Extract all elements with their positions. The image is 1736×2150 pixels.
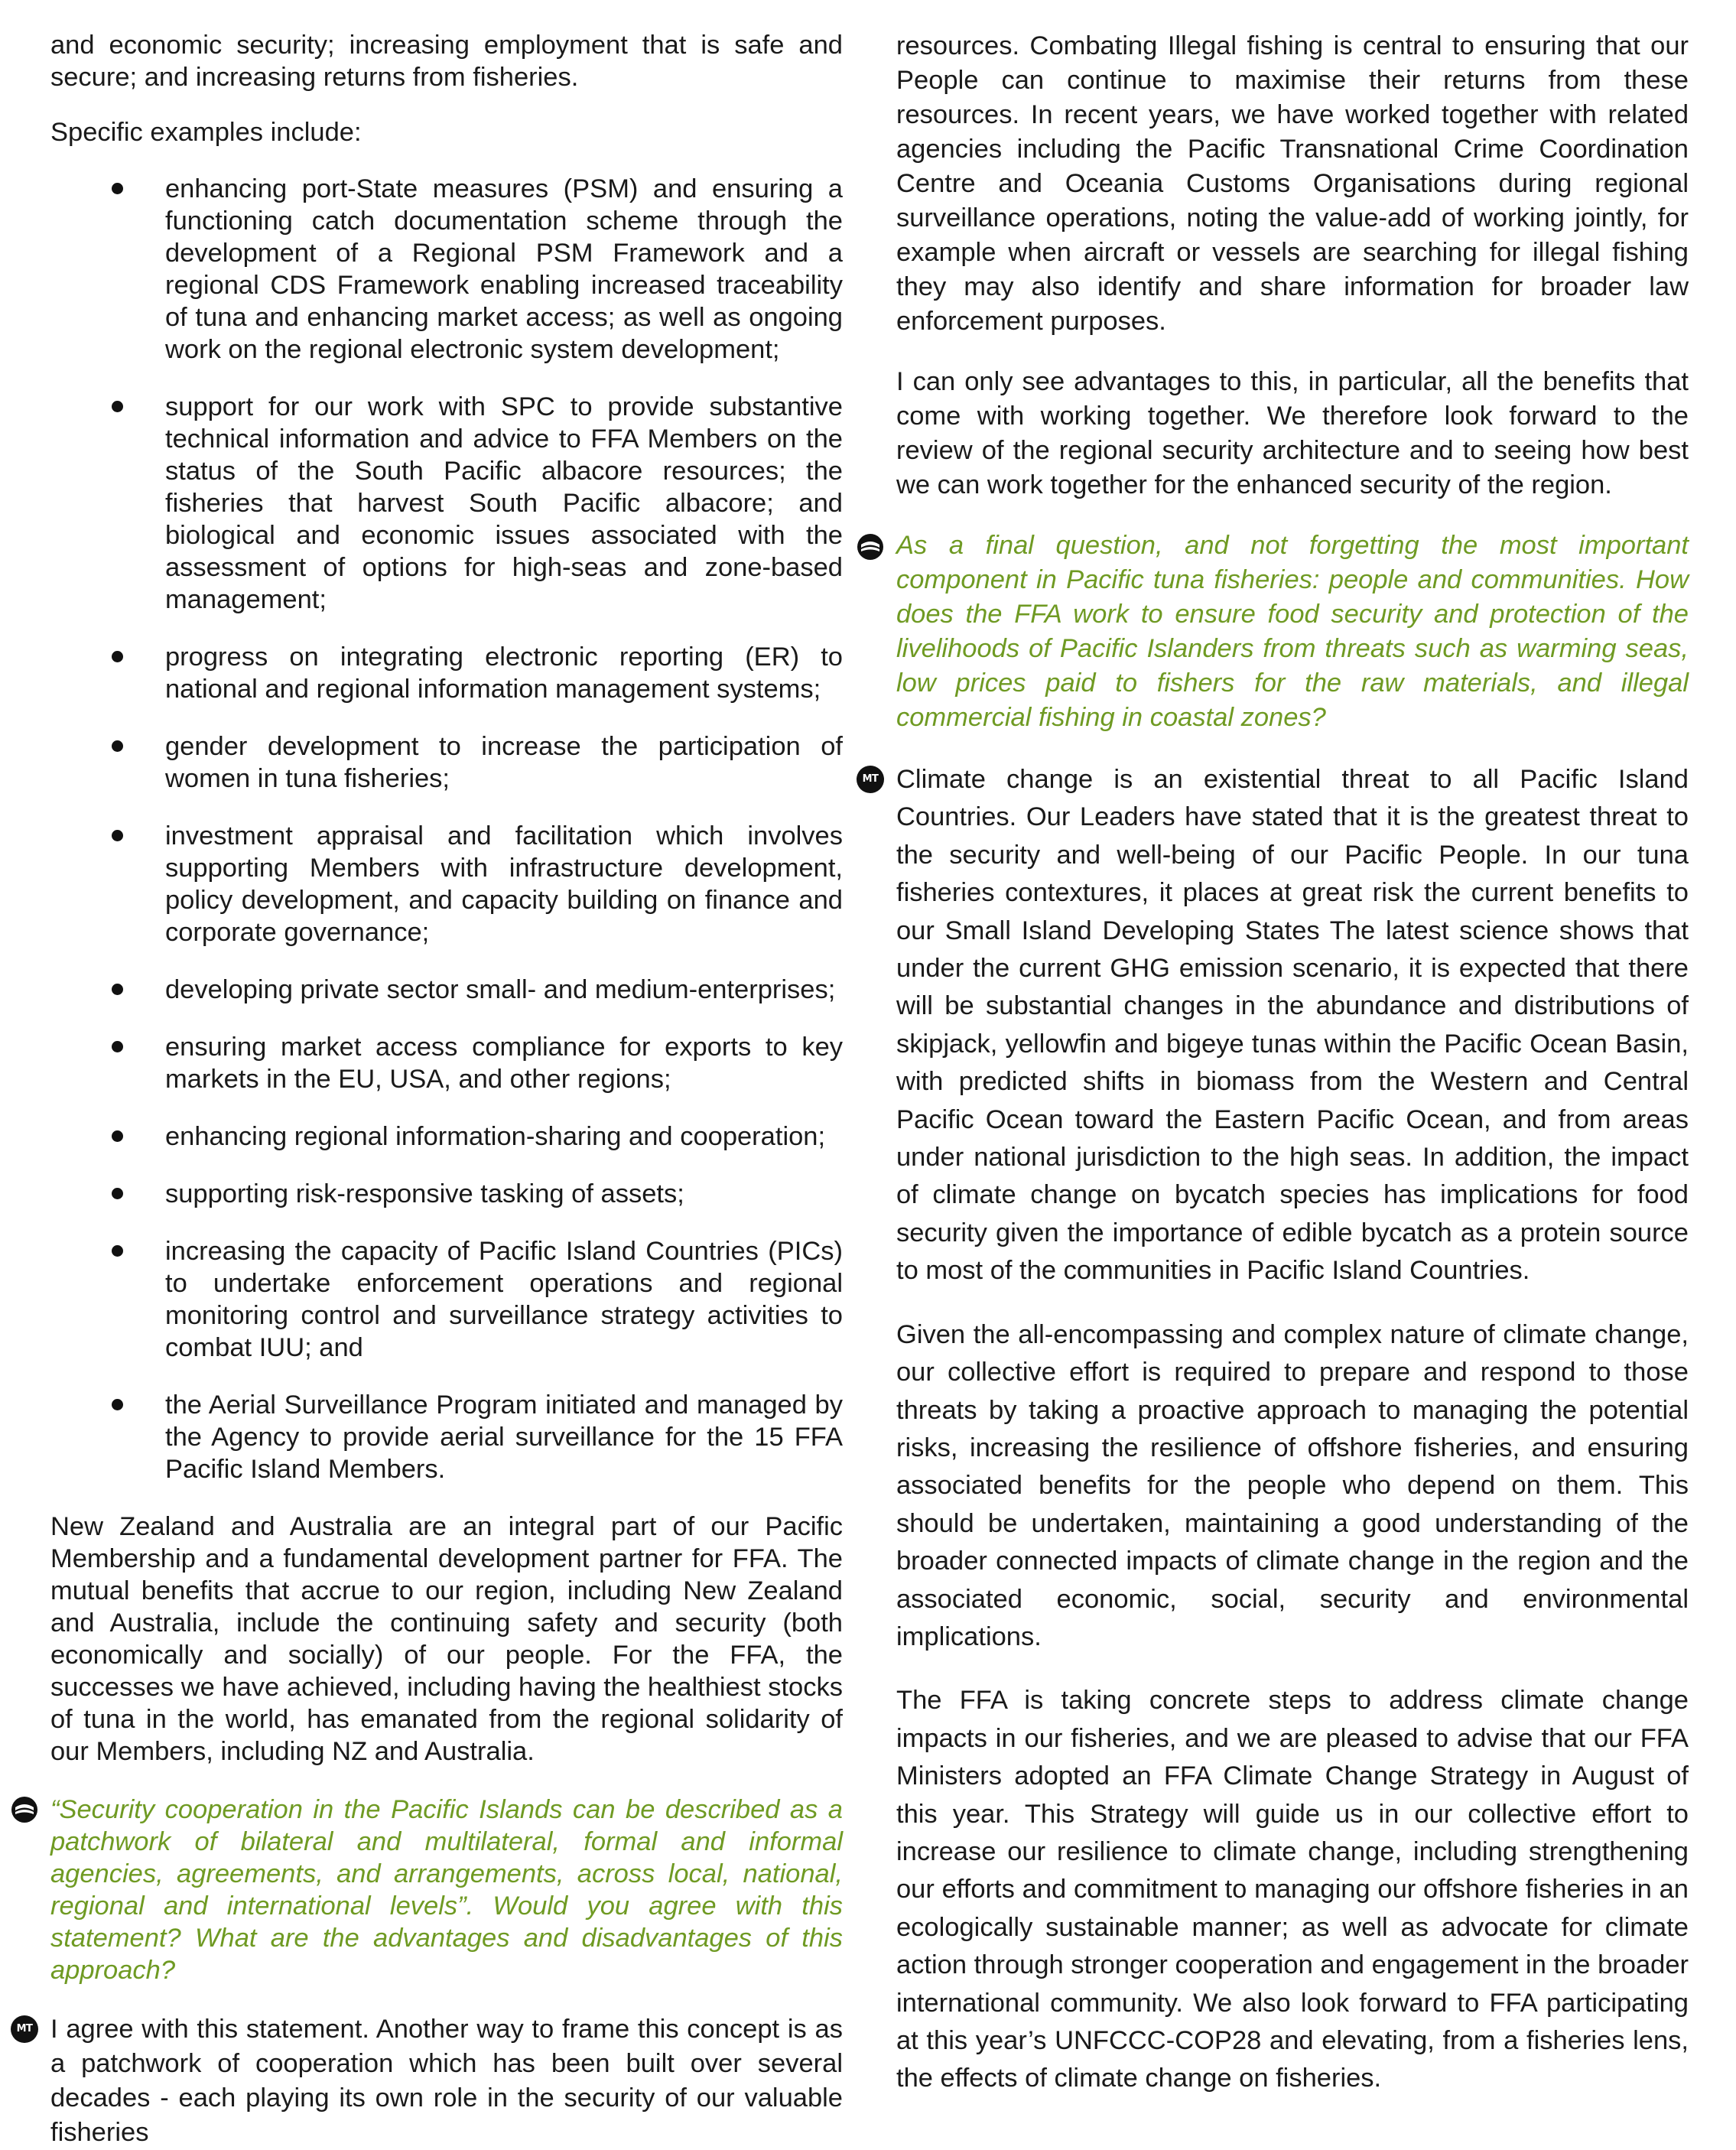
security-question-text: “Security cooperation in the Pacific Islands can be described as a patchwork of bilateral and multilateral, formal and informal agencies, agreements, and arrangements, across local, national, regional and international levels”. Would you agree with this statement? What are the advantages and disadvantages of this approach?	[50, 1795, 843, 1985]
final-question-block	[896, 529, 1689, 735]
question-marker-icon	[857, 533, 884, 561]
list-item-text: supporting risk-responsive tasking of assets;	[165, 1179, 684, 1208]
right-column	[862, 29, 1689, 2098]
bullet-icon	[112, 401, 123, 412]
list-item	[50, 391, 843, 616]
mt-speaker-icon: MT	[857, 766, 884, 793]
list-item-text: enhancing port-State measures (PSM) and ensuring a functioning catch documentation scheme through the development of a Regional PSM Framework and a regional CDS Framework enabling increased traceability of tuna and enhancing market access; as well as ongoing work on the regional electronic system development;	[165, 174, 843, 364]
climate-answer-block	[862, 761, 1689, 1290]
bullet-icon	[112, 1130, 123, 1142]
list-item	[50, 1031, 843, 1095]
list-item	[50, 173, 843, 366]
bullet-icon	[112, 1399, 123, 1410]
final-question-text: As a final question, and not forgetting the most important component in Pacific tuna fisheries: people and communities. How does the FFA work to ensure food security and protection of the livelihoods of Pacific Islanders from threats such as warming seas, low prices paid to fishers for the raw materials, and illegal commercial fishing in coastal zones?	[896, 531, 1689, 732]
list-item	[50, 730, 843, 795]
list-item-text: support for our work with SPC to provide substantive technical information and advice to FFA Members on the status of the South Pacific albacore resources; the fisheries that harvest South Pacific albacore; and biological and economic issues associated with the assessment of options for high-seas and zone-based management;	[165, 392, 843, 614]
list-item	[50, 1121, 843, 1153]
list-item	[50, 1178, 843, 1210]
list-item-text: ensuring market access compliance for exports to key markets in the EU, USA, and other regions;	[165, 1033, 843, 1094]
bullet-icon	[112, 1245, 123, 1257]
list-item-text: developing private sector small- and medium-enterprises;	[165, 975, 836, 1004]
bullet-icon	[112, 1188, 123, 1199]
security-question-block	[50, 1794, 843, 1986]
bullet-icon	[112, 1041, 123, 1052]
bullet-icon	[112, 830, 123, 841]
list-item	[50, 1389, 843, 1485]
nz-australia-paragraph: New Zealand and Australia are an integral part of our Pacific Membership and a fundamental development partner for FFA. The mutual benefits that accrue to our region, including New Zealand and Australia, include the continuing safety and security (both economically and socially) of our people. For the FFA, the successes we have achieved, including having the healthiest stocks of tuna in the world, has emanated from the regional solidarity of our Members, including NZ and Australia.	[50, 1512, 843, 1766]
answer-continued-paragraph: resources. Combating Illegal fishing is central to ensuring that our People can continue to maximise their returns from these resources. In recent years, we have worked together with related agencies including the Pacific Transnational Crime Coordination Centre and Oceania Customs Organisations during regional surveillance operations, noting the value-add of working jointly, for example when aircraft or vessels are searching for illegal fishing they may also identify and share information for broader law enforcement purposes.	[896, 31, 1689, 336]
list-item-text: enhancing regional information-sharing and cooperation;	[165, 1122, 826, 1151]
climate-answer-text: Climate change is an existential threat to all Pacific Island Countries. Our Leaders have stated that it is the greatest threat to the security and well-being of our Pacific People. In our tuna fisheries contextures, it places at great risk the current benefits to our Small Island Developing States The latest science shows that under the current GHG emission scenario, it is expected that there will be substantial changes in the abundance and distributions of skipjack, yellowfin and bigeye tunas within the Pacific Ocean Basin, with predicted shifts in biomass from the Western and Central Pacific Ocean toward the Eastern Pacific Ocean, and from areas under national jurisdiction to the high seas. In addition, the impact of climate change on bycatch species has implications for food security given the importance of edible bycatch as a protein source to most of the communities in Pacific Island Countries.	[896, 765, 1689, 1286]
collective-effort-paragraph: Given the all-encompassing and complex nature of climate change, our collective effort is required to prepare and respond to those threats by taking a proactive approach to managing the potential risks, increasing the resilience of offshore fisheries, and ensuring associated benefits for the people who depend on them. This should be undertaken, maintaining a good understanding of the broader connected impacts of climate change in the region and the associated economic, social, security and environmental implications.	[896, 1319, 1689, 1651]
list-item	[50, 641, 843, 705]
mt-speaker-icon: MT	[11, 2015, 38, 2043]
security-answer-text: I agree with this statement. Another way to frame this concept is as a patchwork of cooperation which has been built over several decades - each playing its own role in the security of our valuable fisheries	[50, 2015, 843, 2147]
bullet-icon	[112, 183, 123, 194]
intro-paragraph: and economic security; increasing employment that is safe and secure; and increasing returns from fisheries.	[50, 31, 843, 92]
bullet-icon	[112, 740, 123, 752]
bullet-icon	[112, 651, 123, 662]
examples-list	[50, 173, 843, 1485]
concrete-steps-paragraph: The FFA is taking concrete steps to address climate change impacts in our fisheries, and we are pleased to advise that our FFA Ministers adopted an FFA Climate Change Strategy in August of this year. This Strategy will guide us in our collective effort to increase our resilience to climate change, including strengthening our efforts and commitment to managing our offshore fisheries in an ecologically sustainable manner; as well as advocate for climate action through stronger cooperation and engagement in the broader international community. We also look forward to FFA participating at this year’s UNFCCC-COP28 and elevating, from a fisheries lens, the effects of climate change on fisheries.	[896, 1686, 1689, 2093]
question-marker-icon	[11, 1796, 38, 1823]
list-item-text: increasing the capacity of Pacific Island Countries (PICs) to undertake enforcement operations and regional monitoring control and surveillance strategy activities to combat IUU; and	[165, 1237, 843, 1362]
examples-heading: Specific examples include:	[50, 118, 362, 147]
list-item-text: progress on integrating electronic reporting (ER) to national and regional information management systems;	[165, 642, 843, 704]
list-item-text: investment appraisal and facilitation which involves supporting Members with infrastructure development, policy development, and capacity building on finance and corporate governance;	[165, 821, 843, 947]
list-item	[50, 974, 843, 1006]
advantages-paragraph: I can only see advantages to this, in particular, all the benefits that come with working together. We therefore look forward to the review of the regional security architecture and to seeing how best we can work together for the enhanced security of the region.	[896, 367, 1689, 499]
bullet-icon	[112, 984, 123, 995]
list-item	[50, 1235, 843, 1364]
left-column	[16, 29, 843, 2150]
list-item-text: the Aerial Surveillance Program initiated and managed by the Agency to provide aerial surveillance for the 15 FFA Pacific Island Members.	[165, 1391, 843, 1484]
list-item-text: gender development to increase the participation of women in tuna fisheries;	[165, 732, 843, 793]
security-answer-block	[16, 2012, 843, 2150]
list-item	[50, 820, 843, 948]
